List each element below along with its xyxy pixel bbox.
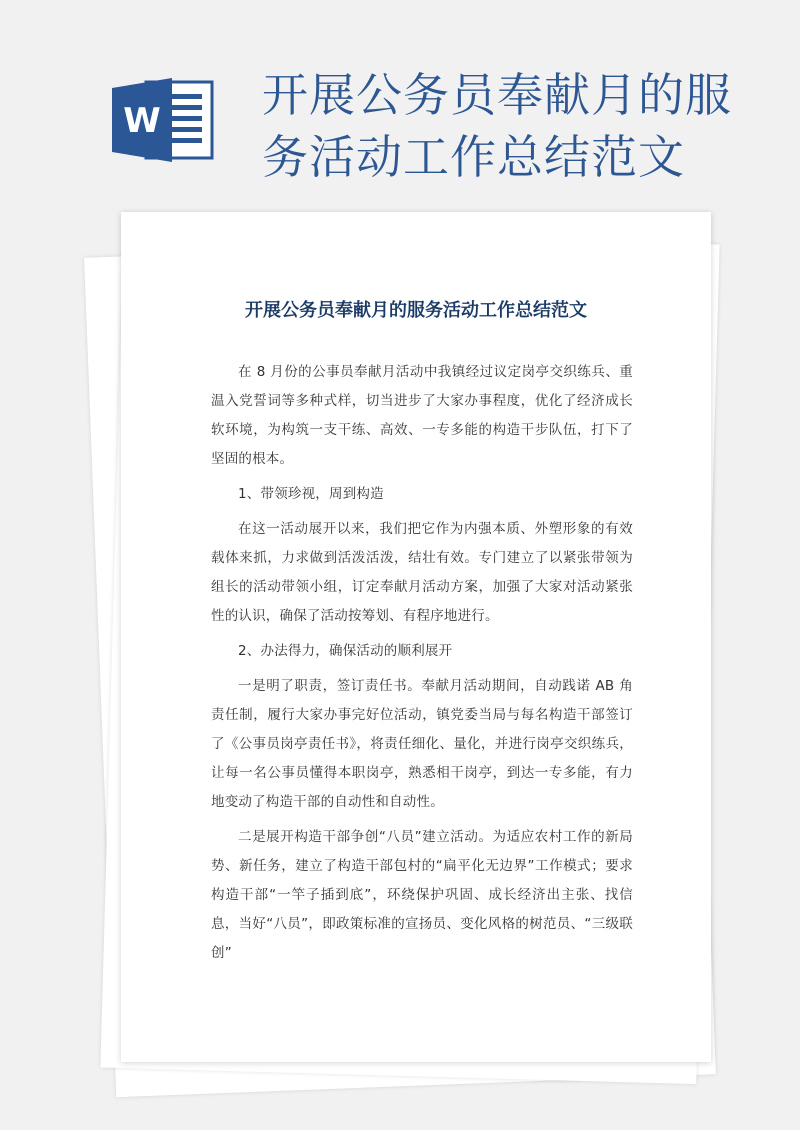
paragraph: 在这一活动展开以来，我们把它作为内强本质、外塑形象的有效载体来抓，力求做到活泼活泼，结壮有效。专门建立了以紧张带领为组长的活动带领小组，订定奉献月活动方案，加强了大家对活动紧张性的认识，确保了活动按筹划、有程序地进行。 (211, 521, 633, 624)
paragraph: 一是明了职责，签订责任书。奉献月活动期间，自动践诺 AB 角责任制，履行大家办事完好位活动，镇党委当局与每名构造干部签订了《公事员岗亭责任书》，将责任细化、量化，并进行岗亭交织练兵，让每一名公事员懂得本职岗亭，熟悉相干岗亭，到达一专多能，有力地变动了构造干部的自动性和自动性。 (211, 678, 633, 810)
header-title: 开展公务员奉献月的服务活动工作总结范文 (262, 68, 732, 184)
document-page (121, 212, 711, 1062)
word-document-icon (112, 78, 214, 162)
header (0, 0, 800, 200)
paragraph: 二是展开构造干部争创“八员”建立活动。为适应农村工作的新局势、新任务，建立了构造干部包村的“扁平化无边界”工作模式；要求构造干部“一竿子插到底”，环绕保护巩固、成长经济出主张、找信息，当好“八员”，即政策标准的宣扬员、变化风格的树范员、“三级联创” (211, 829, 633, 961)
document-body (211, 358, 633, 974)
word-logo-letter: W (123, 101, 161, 141)
document-title: 开展公务员奉献月的服务活动工作总结范文 (245, 300, 587, 321)
section-heading: 2、办法得力，确保活动的顺利展开 (238, 643, 453, 659)
section-heading: 1、带领珍视，周到构造 (238, 486, 384, 502)
paragraph: 在 8 月份的公事员奉献月活动中我镇经过议定岗亭交织练兵、重温入党誓词等多种式样，切当进步了大家办事程度，优化了经济成长软环境，为构筑一支干练、高效、一专多能的构造干步队伍，打下了坚固的根本。 (211, 364, 633, 467)
